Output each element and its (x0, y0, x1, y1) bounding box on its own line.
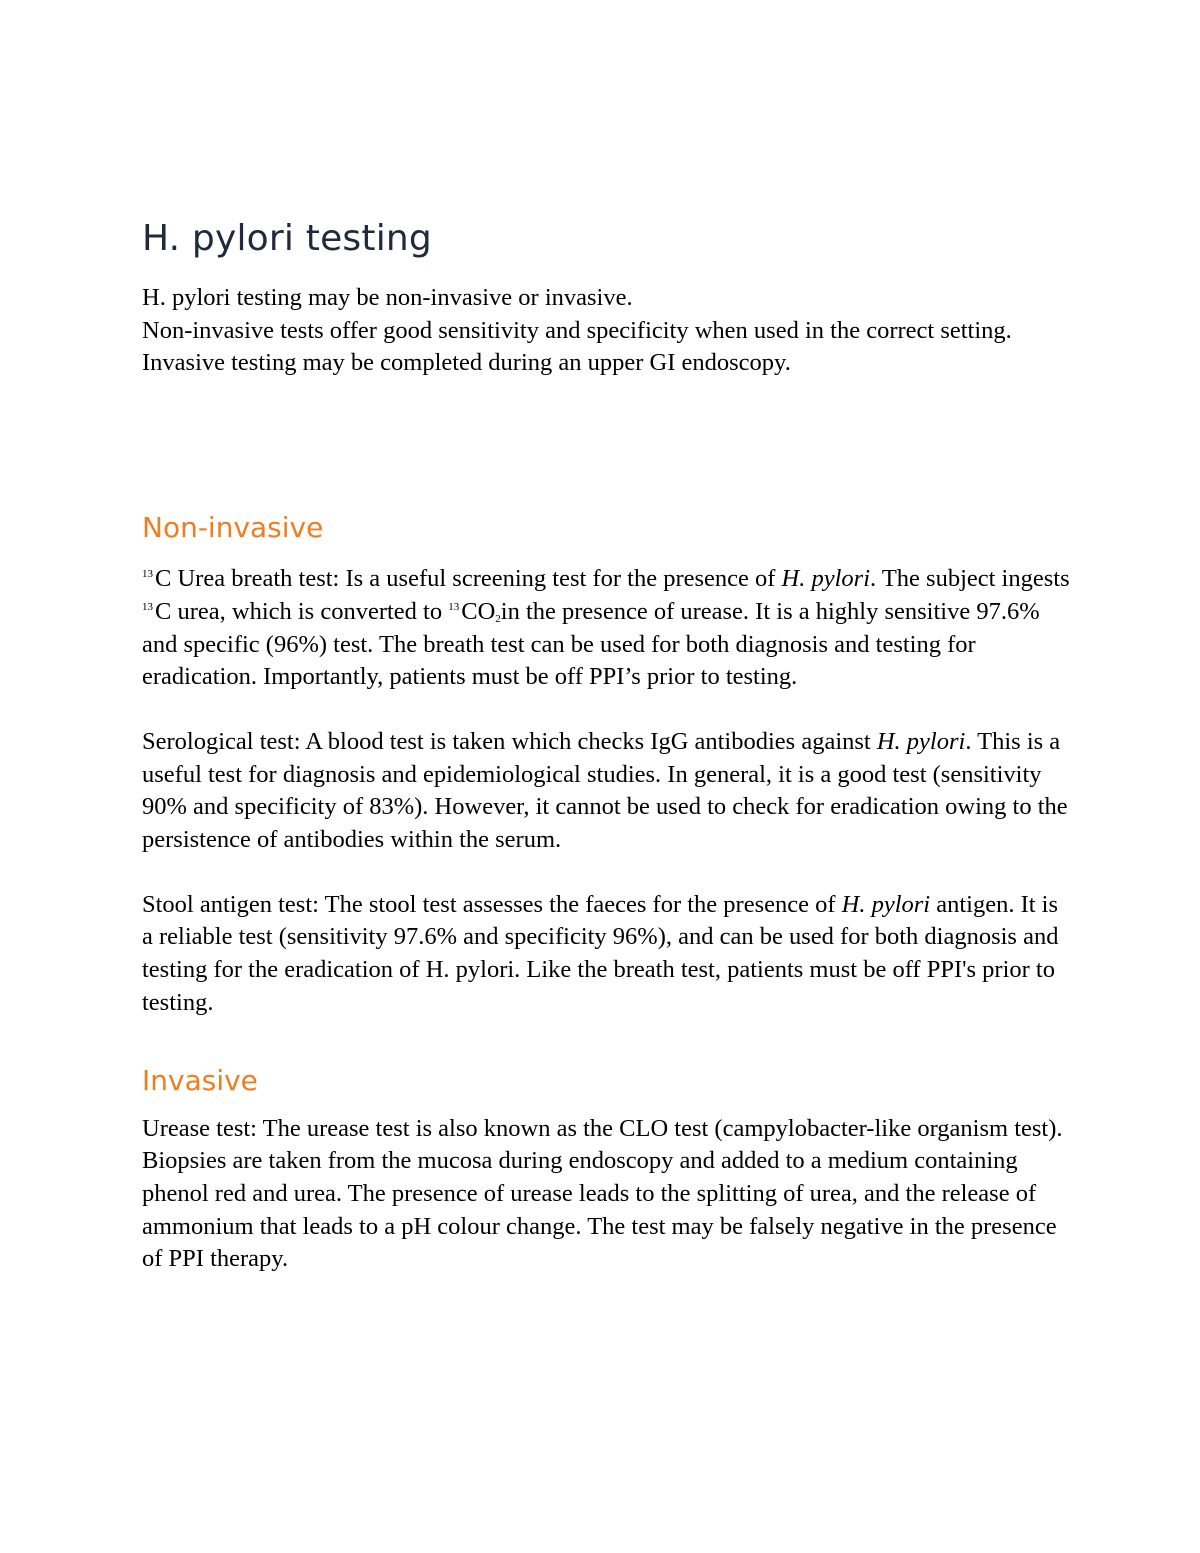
serological-test-paragraph (142, 726, 1072, 857)
section-heading-invasive: Invasive (142, 1063, 258, 1097)
section-heading-noninvasive: Non-invasive (142, 511, 324, 545)
serology-text-1: Serological test: A blood test is taken which checks IgG antibodies against (142, 727, 877, 755)
organism-name: H. pylori (841, 890, 931, 918)
stool-text-2: antigen. It is a reliable test (sensitivity 97.6% and specificity 96%), and can be used for both diagnosis and testing for the eradication of H. pylori. Like the breath test, patients must be off PPI's prior to testing. (142, 890, 1059, 1016)
isotope-superscript: 13 (142, 600, 153, 613)
intro-line-2: Non-invasive tests offer good sensitivity and specificity when used in the correct setting. Invasive testing may be completed during an upper GI endoscopy. (142, 316, 1012, 377)
isotope-superscript: 13 (142, 568, 153, 581)
page-title: H. pylori testing (142, 218, 432, 259)
serology-text-2: . This is a useful test for diagnosis and epidemiological studies. In general, it is a good test (sensitivity 90% and specificity of 83%). However, it cannot be used to check for eradication owing to the persistence of antibodies within the serum. (142, 727, 1068, 854)
isotope-superscript: 13 (448, 600, 460, 613)
breath-text-5: in the presence of urease. It is a highly sensitive 97.6% and specific (96%) test. The breath test can be used for both diagnosis and testing for eradication. Importantly, patients must be off PPI’s prior to testing. (142, 597, 1040, 691)
breath-text-2: . The subject ingests (870, 565, 1070, 593)
subscript-index: 2 (495, 612, 501, 625)
stool-antigen-paragraph (142, 889, 1072, 1020)
intro-line-1: H. pylori testing may be non-invasive or invasive. (142, 284, 633, 311)
breath-text-1: C Urea breath test: Is a useful screening test for the presence of (155, 565, 782, 593)
urease-test-paragraph: Urease test: The urease test is also known as the CLO test (campylobacter-like organism test). Biopsies are taken from the mucosa during endoscopy and added to a medium containing phenol red and urea. The presence of urease leads to the splitting of urea, and the release of ammonium that leads to a pH colour change. The test may be falsely negative in the presence of PPI therapy. (142, 1114, 1063, 1273)
organism-name: H. pylori (876, 727, 966, 755)
breath-test-paragraph (142, 563, 1072, 694)
intro-paragraph (142, 282, 1072, 380)
stool-text-1: Stool antigen test: The stool test assesses the faeces for the presence of (142, 890, 842, 918)
breath-text-4: CO (461, 597, 496, 625)
document-content (142, 216, 1072, 1276)
breath-text-3: C urea, which is converted to (155, 597, 449, 625)
organism-name: H. pylori (781, 565, 871, 593)
